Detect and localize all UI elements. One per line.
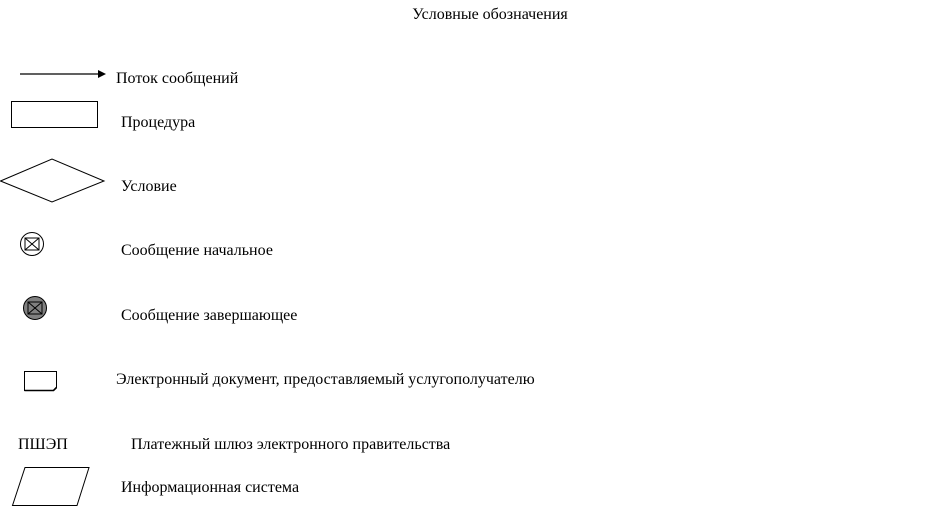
legend-label-electronic-document: Электронный документ, предоставляемый услугополучателю: [116, 371, 535, 388]
rectangle-icon: [10, 100, 100, 130]
legend-label-end-message: Сообщение завершающее: [121, 307, 298, 324]
legend-label-message-flow: Поток сообщений: [116, 70, 239, 87]
legend-abbreviation-payment-gateway: ПШЭП: [18, 436, 68, 453]
legend-label-payment-gateway: Платежный шлюз электронного правительства: [131, 436, 451, 453]
diamond-icon: [0, 158, 106, 204]
legend-label-information-system: Информационная система: [121, 479, 300, 496]
parallelogram-icon: [11, 466, 93, 508]
end-message-icon: [22, 295, 48, 321]
legend-label-condition: Условие: [121, 178, 177, 195]
arrow-icon: [18, 66, 110, 82]
legend-label-procedure: Процедура: [121, 114, 196, 131]
document-icon: [22, 369, 60, 395]
legend-label-start-message: Сообщение начальное: [121, 242, 273, 259]
start-message-icon: [19, 231, 45, 257]
legend-title: Условные обозначения: [412, 6, 568, 23]
